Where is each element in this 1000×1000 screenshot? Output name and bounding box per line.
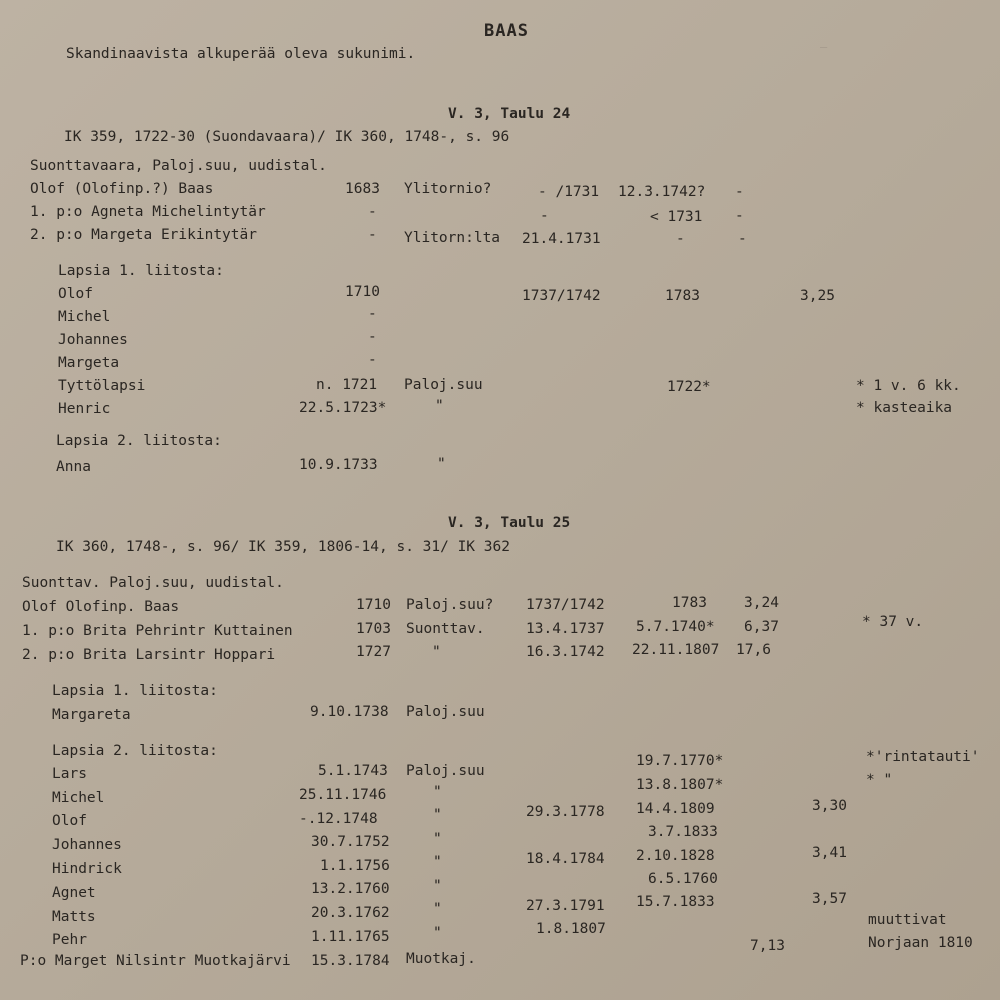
child-name: Olof xyxy=(52,813,87,829)
child-name: Hindrick xyxy=(52,861,122,877)
child-died: 14.4.1809 xyxy=(636,801,715,817)
child-name: Margeta xyxy=(58,355,120,371)
child-born: 1.1.1756 xyxy=(320,858,390,874)
child-died: 6.5.1760 xyxy=(648,871,718,887)
person-ratio: 6,37 xyxy=(744,619,779,635)
person-died: 22.11.1807 xyxy=(632,642,720,658)
child-born: - xyxy=(368,352,377,368)
child-name: Johannes xyxy=(52,837,122,853)
child-born: - xyxy=(368,306,377,322)
child-name: Olof xyxy=(58,286,93,302)
person-born: 1710 xyxy=(356,597,391,613)
person-born: - xyxy=(368,204,377,220)
child-note: * " xyxy=(866,772,893,788)
person-died: 1783 xyxy=(672,595,707,611)
child-note: muuttivat xyxy=(868,912,947,928)
child-place: " xyxy=(433,854,442,870)
spouse-born: 15.3.1784 xyxy=(311,953,390,969)
child-name: Anna xyxy=(56,459,91,475)
table25-ref: IK 360, 1748-, s. 96/ IK 359, 1806-14, s. 31/ IK 362 xyxy=(56,539,510,555)
person-ratio: 3,24 xyxy=(744,595,779,611)
person-place: Ylitorn:lta xyxy=(404,230,501,246)
spouse-place: Muotkaj. xyxy=(406,951,476,967)
table25-heading: V. 3, Taulu 25 xyxy=(448,515,571,531)
table24-heading: V. 3, Taulu 24 xyxy=(448,106,571,122)
child-born: 22.5.1723* xyxy=(299,400,387,416)
child-born: 10.9.1733 xyxy=(299,457,378,473)
child-married: 18.4.1784 xyxy=(526,851,605,867)
child-place: Paloj.suu xyxy=(406,704,485,720)
child-note: * kasteaika xyxy=(856,400,953,416)
table24-place: Suonttavaara, Paloj.suu, uudistal. xyxy=(30,158,327,174)
person-died: 5.7.1740* xyxy=(636,619,715,635)
child-place: " xyxy=(437,456,446,472)
child-born: 1.11.1765 xyxy=(311,929,390,945)
child-note: Norjaan 1810 xyxy=(868,935,973,951)
person-ratio: 17,6 xyxy=(736,642,771,658)
page-title: BAAS xyxy=(484,21,529,41)
person-died: 12.3.1742? xyxy=(618,184,706,200)
child-name: Margareta xyxy=(52,707,131,723)
child-place: " xyxy=(433,784,442,800)
child-died: 13.8.1807* xyxy=(636,777,724,793)
child-born: -.12.1748 xyxy=(299,811,378,827)
spouse-name: P:o Marget Nilsintr Muotkajärvi xyxy=(20,953,291,969)
person-born: 1683 xyxy=(345,181,380,197)
child-married: 27.3.1791 xyxy=(526,898,605,914)
child-died: 1722* xyxy=(667,379,711,395)
child-name: Lars xyxy=(52,766,87,782)
group-label: Lapsia 2. liitosta: xyxy=(56,433,222,449)
child-note: * 1 v. 6 kk. xyxy=(856,378,961,394)
person-married: 21.4.1731 xyxy=(522,231,601,247)
person-married: 1737/1742 xyxy=(526,597,605,613)
child-place: Paloj.suu xyxy=(406,763,485,779)
person-name: 1. p:o Brita Pehrintr Kuttainen xyxy=(22,623,293,639)
group-label: Lapsia 2. liitosta: xyxy=(52,743,218,759)
person-extra: - xyxy=(735,208,744,224)
person-married: 16.3.1742 xyxy=(526,644,605,660)
child-ratio: 3,57 xyxy=(812,891,847,907)
child-ratio: 3,30 xyxy=(812,798,847,814)
person-place: " xyxy=(432,644,441,660)
child-name: Matts xyxy=(52,909,96,925)
child-born: 20.3.1762 xyxy=(311,905,390,921)
child-ratio: 3,41 xyxy=(812,845,847,861)
person-married: - xyxy=(540,208,549,224)
person-extra: - xyxy=(735,184,744,200)
group-label: Lapsia 1. liitosta: xyxy=(58,263,224,279)
person-note: * 37 v. xyxy=(862,614,924,630)
child-name: Johannes xyxy=(58,332,128,348)
person-born: - xyxy=(368,227,377,243)
child-died: 2.10.1828 xyxy=(636,848,715,864)
child-died: 3.7.1833 xyxy=(648,824,718,840)
child-place: " xyxy=(433,807,442,823)
child-born: 13.2.1760 xyxy=(311,881,390,897)
person-married: 13.4.1737 xyxy=(526,621,605,637)
child-born: 25.11.1746 xyxy=(299,787,387,803)
table24-ref: IK 359, 1722-30 (Suondavaara)/ IK 360, 1748-, s. 96 xyxy=(64,129,510,145)
child-born: - xyxy=(368,329,377,345)
person-died: - xyxy=(676,231,685,247)
child-born: 5.1.1743 xyxy=(318,763,388,779)
person-name: Olof (Olofinp.?) Baas xyxy=(30,181,214,197)
child-married: 1737/1742 xyxy=(522,288,601,304)
group-label: Lapsia 1. liitosta: xyxy=(52,683,218,699)
child-born: 9.10.1738 xyxy=(310,704,389,720)
child-born: 30.7.1752 xyxy=(311,834,390,850)
child-name: Michel xyxy=(52,790,105,806)
child-name: Pehr xyxy=(52,932,87,948)
child-married: 29.3.1778 xyxy=(526,804,605,820)
child-died: 1783 xyxy=(665,288,700,304)
child-died: 15.7.1833 xyxy=(636,894,715,910)
child-place: " xyxy=(433,831,442,847)
child-name: Michel xyxy=(58,309,111,325)
child-name: Agnet xyxy=(52,885,96,901)
person-place: Ylitornio? xyxy=(404,181,492,197)
person-born: 1727 xyxy=(356,644,391,660)
spouse-ratio: 7,13 xyxy=(750,938,785,954)
page-subtitle: Skandinaavista alkuperää oleva sukunimi. xyxy=(66,46,416,62)
child-name: Tyttölapsi xyxy=(58,378,146,394)
child-place: " xyxy=(433,901,442,917)
child-born: n. 1721 xyxy=(316,377,378,393)
child-place: " xyxy=(433,925,442,941)
person-extra: - xyxy=(738,231,747,247)
person-name: 2. p:o Brita Larsintr Hoppari xyxy=(22,647,276,663)
child-note: *'rintatauti' xyxy=(866,749,980,765)
person-name: 2. p:o Margeta Erikintytär xyxy=(30,227,257,243)
person-place: Suonttav. xyxy=(406,621,485,637)
child-ratio: 3,25 xyxy=(800,288,835,304)
child-name: Henric xyxy=(58,401,111,417)
person-name: Olof Olofinp. Baas xyxy=(22,599,180,615)
child-place: Paloj.suu xyxy=(404,377,483,393)
child-born: 1710 xyxy=(345,284,380,300)
child-place: " xyxy=(435,398,444,414)
child-married: 1.8.1807 xyxy=(536,921,606,937)
person-name: 1. p:o Agneta Michelintytär xyxy=(30,204,266,220)
child-died: 19.7.1770* xyxy=(636,753,724,769)
child-place: " xyxy=(433,878,442,894)
table25-place: Suonttav. Paloj.suu, uudistal. xyxy=(22,575,284,591)
person-died: < 1731 xyxy=(650,209,703,225)
person-place: Paloj.suu? xyxy=(406,597,494,613)
person-married: - /1731 xyxy=(538,184,600,200)
person-born: 1703 xyxy=(356,621,391,637)
